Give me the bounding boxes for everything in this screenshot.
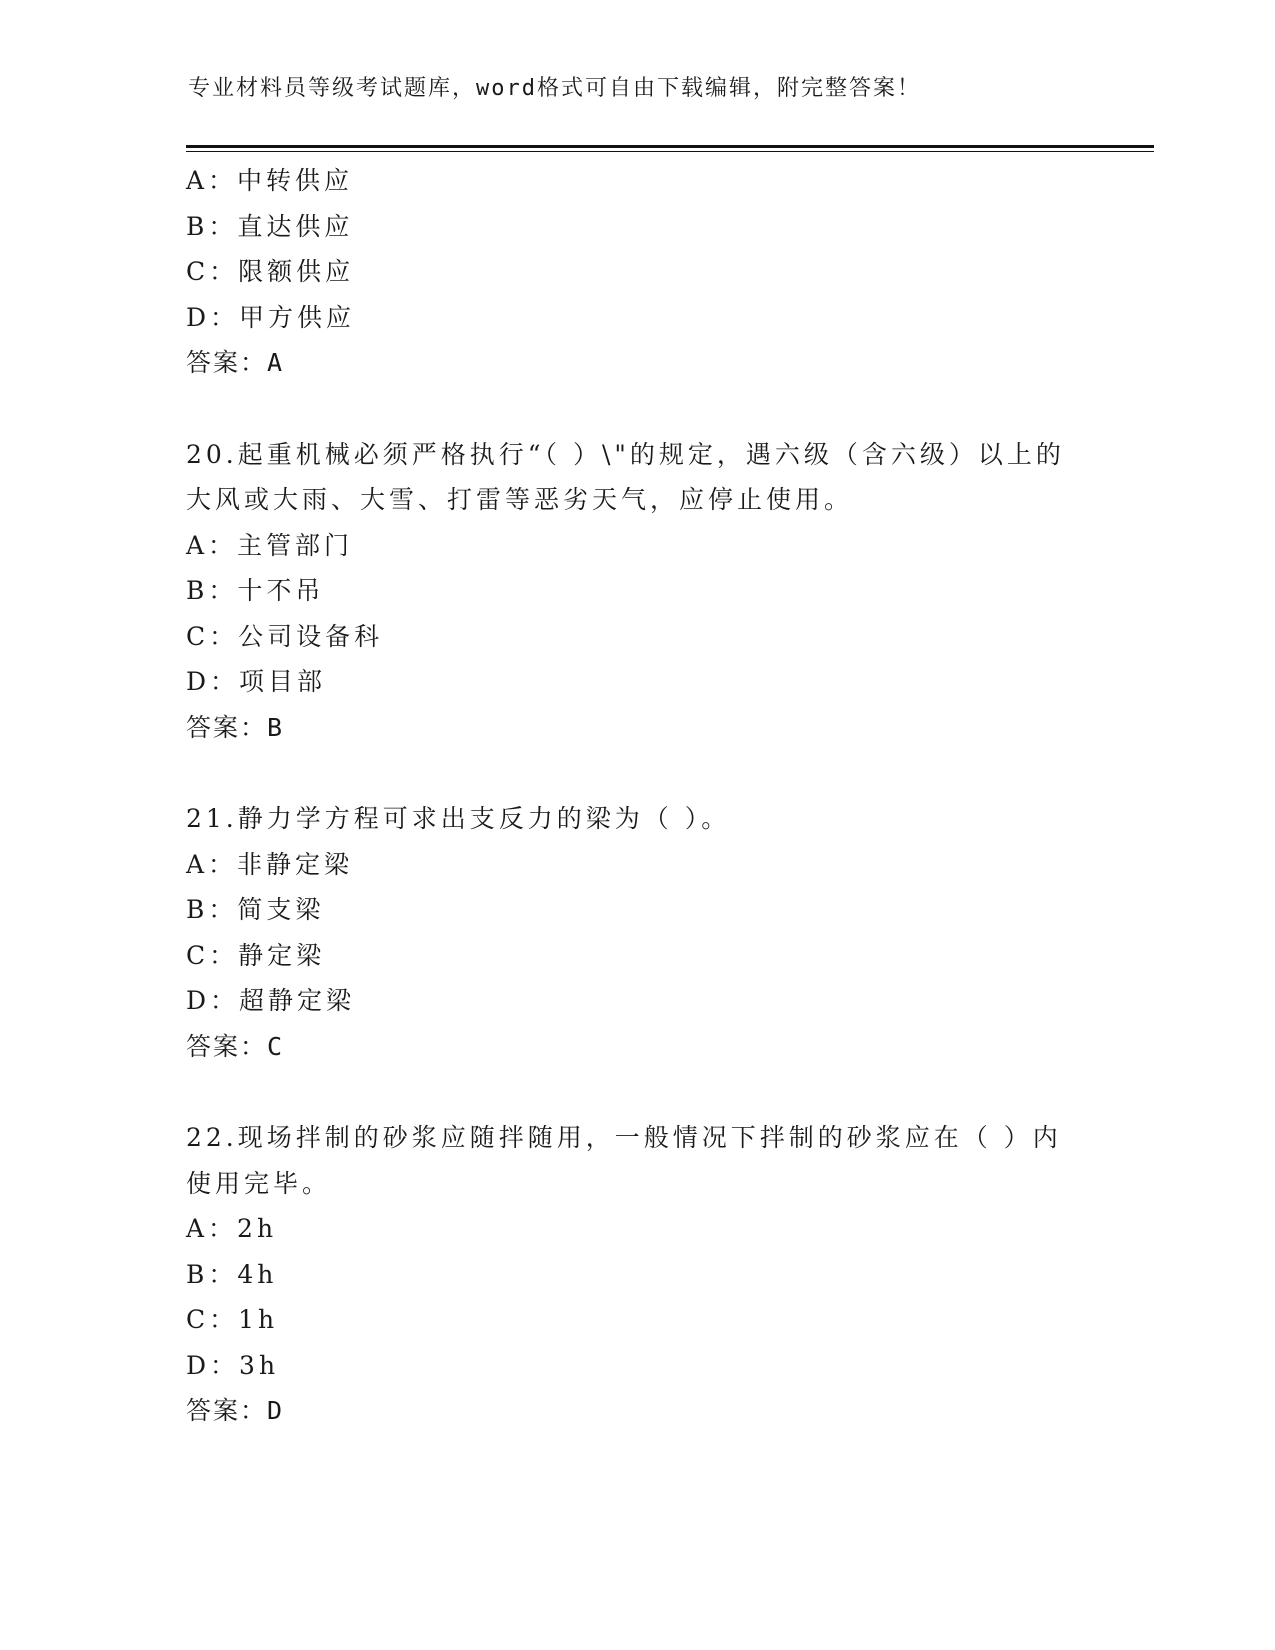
option-c: C：静定梁 [186,940,326,970]
option-b: B：简支梁 [186,895,325,924]
option-a: A：中转供应 [186,166,354,195]
question-stem: 20.起重机械必须严格执行“（ ）\"的规定，遇六级（含六级）以上的大风或大雨、大雪、打雷等恶劣天气，应停止使用。 [186,439,1065,514]
answer-value: B [267,712,285,742]
option-b: B：十不吊 [186,576,325,605]
question-block-continued [186,158,1066,386]
header-rule-thin [186,151,1154,152]
option-a: A：主管部门 [186,530,354,560]
question-block-22 [186,1115,1066,1434]
question-stem: 22.现场拌制的砂浆应随拌随用，一般情况下拌制的砂浆应在（ ）内使用完毕。 [186,1123,1062,1198]
answer-label: 答案： [186,712,268,742]
answer-value: C [267,1031,285,1061]
option-b: B：直达供应 [186,211,354,241]
option-c: C：限额供应 [186,257,355,286]
spacer [186,386,1066,432]
question-block-20 [186,432,1066,751]
question-block-21 [186,796,1066,1069]
option-c: C：公司设备科 [186,621,384,651]
option-c: C：1h [186,1305,279,1334]
answer-label: 答案： [186,1031,268,1061]
spacer [186,1069,1066,1115]
answer-label: 答案： [186,348,268,377]
answer-label: 答案： [186,1396,268,1425]
option-d: D：甲方供应 [186,302,356,332]
option-d: D：超静定梁 [186,986,356,1015]
header-rule-thick [186,145,1154,148]
spacer [186,750,1066,796]
option-d: D：3h [186,1350,280,1380]
answer-line [186,1024,1066,1070]
answer-value: D [267,1396,285,1425]
answer-value: A [267,348,285,377]
option-a: A：2h [186,1214,278,1243]
question-list [186,158,1066,1434]
answer-line [186,1388,1066,1434]
question-stem: 21.静力学方程可求出支反力的梁为（ ）。 [186,804,731,833]
option-a: A：非静定梁 [186,849,354,879]
answer-line [186,705,1066,751]
option-b: B：4h [186,1259,278,1289]
option-d: D：项目部 [186,667,327,696]
answer-line [186,340,1066,386]
page-header: 专业材料员等级考试题库，word格式可自由下载编辑，附完整答案！ [188,76,921,101]
